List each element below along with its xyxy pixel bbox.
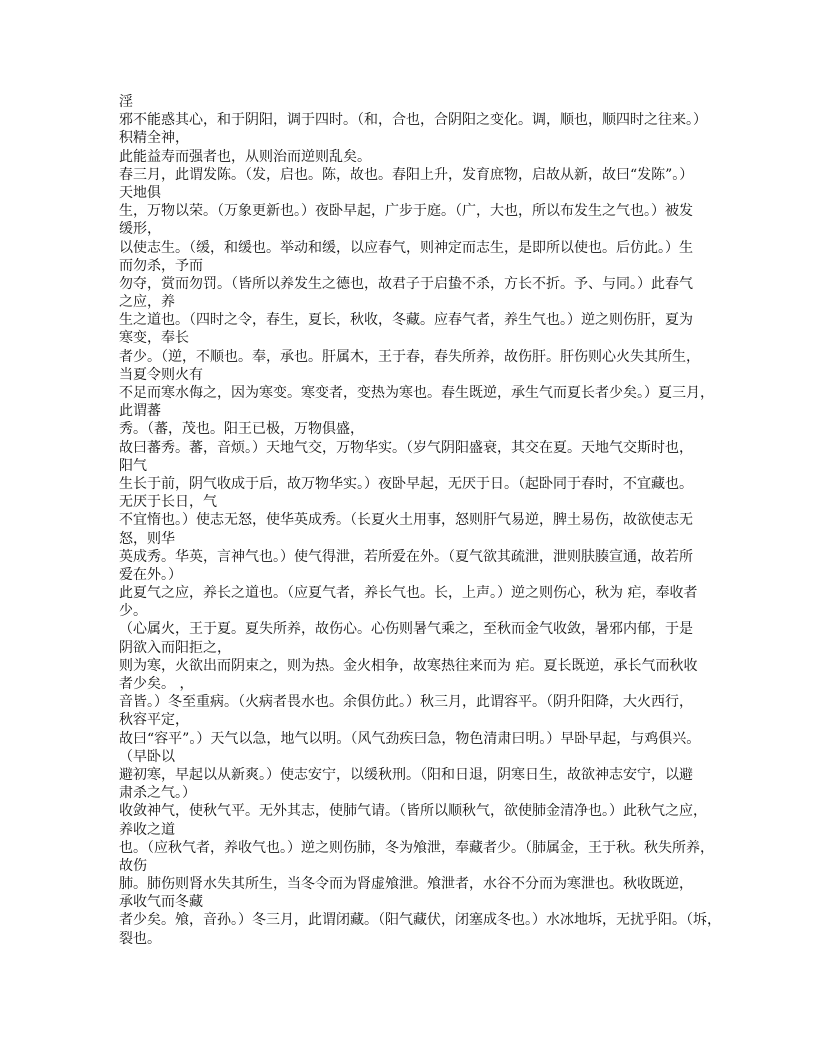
text-line: 生之道也。（四时之令，春生，夏长，秋收，冬藏。应春气者，养生气也。）逆之则伤肝，夏为 xyxy=(119,312,693,329)
text-line: 爱在外。） xyxy=(119,566,182,583)
text-line: 积精全神， xyxy=(119,130,189,147)
text-line: 音皆。）冬至重病。（火病者畏水也。余俱仿此。）秋三月，此谓容平。（阴升阳降，大火西行， xyxy=(119,694,693,711)
text-line: 阴欲入而阳拒之， xyxy=(119,639,231,656)
text-line: 此夏气之应，养长之道也。（应夏气者，养长气也。长，上声。）逆之则伤心，秋为 疟，奉收者 xyxy=(119,585,698,602)
text-line: 邪不能惑其心，和于阴阳，调于四时。（和，合也，合阴阳之变化。调，顺也，顺四时之往来。） xyxy=(119,112,707,129)
text-line: 收敛神气，使秋气平。无外其志，使肺气请。（皆所以顺秋气，欲使肺金清净也。）此秋气之应， xyxy=(119,803,707,820)
text-line: 天地俱 xyxy=(119,184,161,201)
text-line: 者少。（逆，不顺也。奉，承也。肝属木，王于春，春失所养，故伤肝。肝伤则心火失其所生， xyxy=(119,348,700,365)
text-line: 故曰“容平”。）天气以急，地气以明。（风气劲疾曰急，物色清肃曰明。）早卧早起，与鸡俱兴。 xyxy=(119,730,701,747)
text-line: 肺。肺伤则肾水失其所生，当冬令而为肾虚飧泄。飧泄者，水谷不分而为寒泄也。秋收既逆， xyxy=(119,876,693,893)
text-line: 生，万物以荣。（万象更新也。）夜卧早起，广步于庭。（广，大也，所以布发生之气也。）被发 xyxy=(119,203,693,220)
text-line: 养收之道 xyxy=(119,821,175,838)
text-line: 无厌于长日，气 xyxy=(119,494,217,511)
text-line: 者少矣。 ， xyxy=(119,676,194,692)
text-line: 之应，养 xyxy=(119,294,175,311)
text-line: 不足而寒水侮之，因为寒变。寒变者，变热为寒也。春生既逆，承生气而夏长者少矣。）夏三月， xyxy=(119,385,714,401)
text-line: 怒，则华 xyxy=(119,530,175,547)
text-line: 故曰蕃秀。蕃，音烦。）天地气交，万物华实。（岁气阴阳盛衰，其交在夏。天地气交斯时也， xyxy=(119,439,693,456)
text-line: 秋容平定， xyxy=(119,712,189,729)
text-line: 生长于前，阴气收成于后，故万物华实。）夜卧早起，无厌于日。（起卧同于春时，不宜藏也。 xyxy=(119,475,693,492)
text-line: 不宜惰也。）使志无怒，使华英成秀。（长夏火土用事，怒则肝气易逆，脾土易伤，故欲使志无 xyxy=(119,512,693,529)
text-line: 此谓蕃 xyxy=(119,403,161,420)
text-line: 以使志生。（缓，和缓也。举动和缓，以应春气，则神定而志生，是即所以使也。后仿此。）生 xyxy=(119,239,693,256)
text-line: 当夏令则火有 xyxy=(119,366,203,383)
text-line: 淫 xyxy=(119,94,133,110)
text-line: 英成秀。华英，言神气也。）使气得泄，若所爱在外。（夏气欲其疏泄，泄则肤腠宣通，故若所 xyxy=(119,548,693,565)
text-line: 者少矣。飧，音孙。）冬三月，此谓闭藏。（阳气藏伏，闭塞成冬也。）水冰地坼，无扰乎阳。（坼， xyxy=(119,912,721,929)
text-line: 寒变，奉长 xyxy=(119,330,189,347)
text-line: 肃杀之气。） xyxy=(119,785,196,802)
text-line: 故伤 xyxy=(119,857,147,874)
text-line: 裂也。 xyxy=(119,930,161,947)
text-line: 也。（应秋气者，养收气也。）逆之则伤肺，冬为飧泄，奉藏者少。（肺属金，王于秋。秋失所养， xyxy=(119,839,714,856)
document-page xyxy=(119,93,809,948)
text-line: 而勿杀，予而 xyxy=(119,257,203,274)
text-line: 则为寒，火欲出而阴束之，则为热。金火相争，故寒热往来而为 疟。夏长既逆，承长气而秋收 xyxy=(119,657,698,674)
text-line: （心属火，王于夏。夏失所养，故伤心。心伤则暑气乘之，至秋而金气收敛，暑邪内郁，于是 xyxy=(119,621,693,638)
text-line: 此能益寿而强者也，从则治而逆则乱矣。 xyxy=(119,148,371,165)
text-line: 勿夺，赏而勿罚。（皆所以养发生之德也，故君子于启蛰不杀，方长不折。予、与同。）此春气 xyxy=(119,275,693,292)
text-line: 春三月，此谓发陈。（发，启也。陈，故也。春阳上升，发育庶物，启故从新，故曰“发陈”。） xyxy=(119,166,694,183)
text-line: 缓形， xyxy=(119,221,161,238)
text-line: 避初寒，早起以从新爽。）使志安宁，以缓秋刑。（阳和日退，阴寒日生，故欲神志安宁，以避 xyxy=(119,766,693,783)
text-line: 秀。（蕃，茂也。阳王已极，万物俱盛， xyxy=(119,421,364,438)
text-line: （早卧以 xyxy=(119,748,175,765)
text-line: 少。 xyxy=(119,603,147,620)
text-line: 承收气而冬藏 xyxy=(119,894,203,911)
text-line: 阳气 xyxy=(119,457,147,474)
